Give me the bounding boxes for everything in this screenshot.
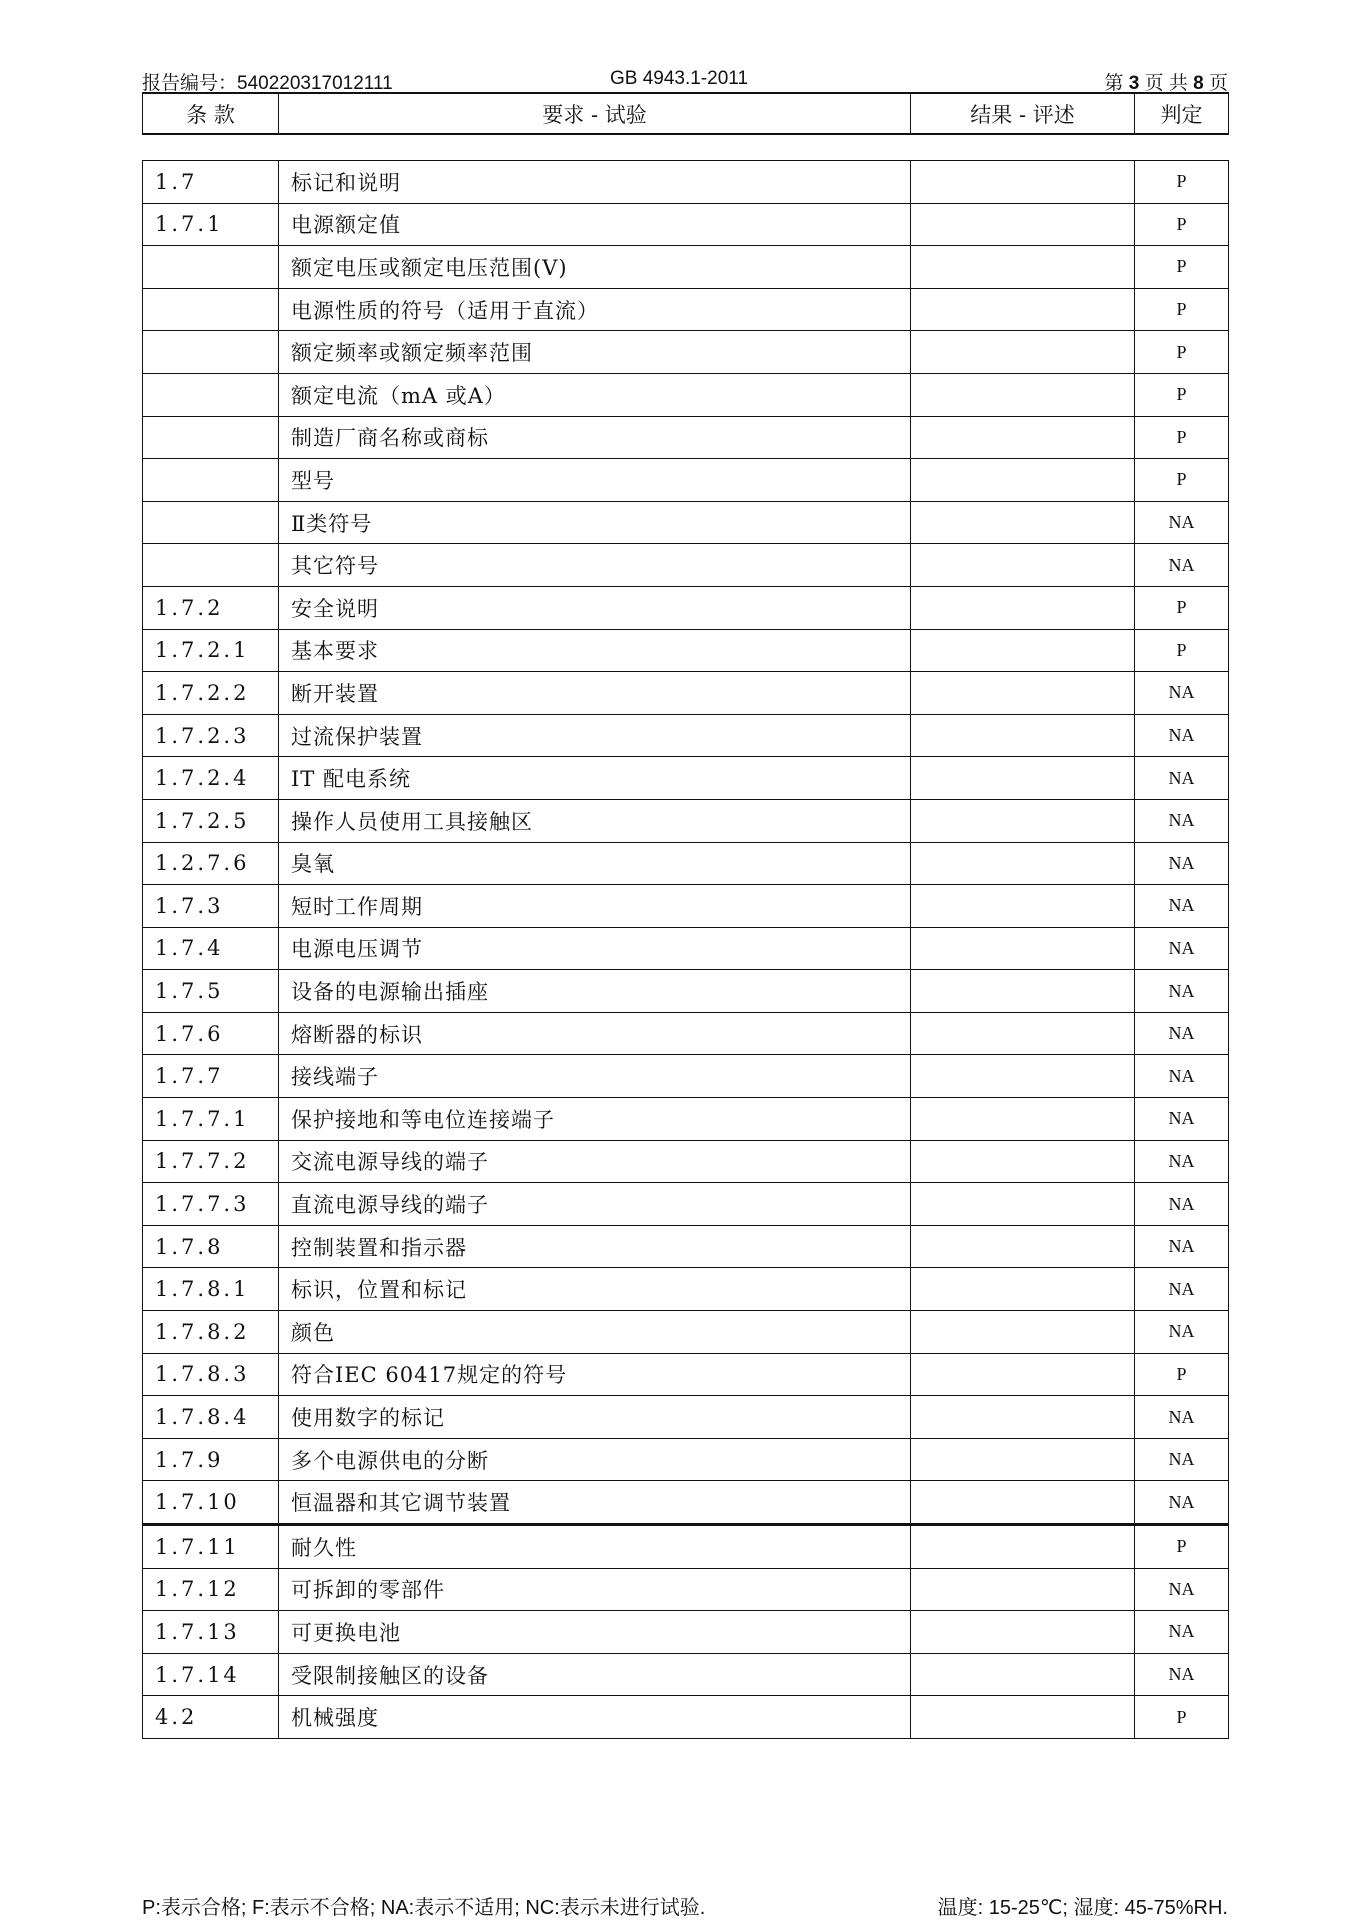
row-result [911,1183,1135,1226]
table-row [143,629,1229,672]
row-requirement: 保护接地和等电位连接端子 [279,1098,911,1141]
table-row [143,799,1229,842]
row-result [911,629,1135,672]
row-requirement: 可更换电池 [279,1611,911,1654]
row-requirement: 过流保护装置 [279,714,911,757]
row-clause: 1.7.12 [143,1568,279,1611]
row-verdict: NA [1135,1438,1229,1481]
row-requirement: 基本要求 [279,629,911,672]
table-row [143,459,1229,502]
row-clause: 1.7.6 [143,1012,279,1055]
row-result [911,1225,1135,1268]
row-verdict: NA [1135,1268,1229,1311]
row-result [911,459,1135,502]
row-requirement: 恒温器和其它调节装置 [279,1481,911,1525]
row-result [911,927,1135,970]
row-clause: 1.7.8.3 [143,1353,279,1396]
table-row [143,1438,1229,1481]
table-row [143,714,1229,757]
table-row [143,288,1229,331]
table-row [143,331,1229,374]
row-clause: 1.7.10 [143,1481,279,1525]
row-verdict: P [1135,1353,1229,1396]
row-requirement: 颜色 [279,1311,911,1354]
page-prefix: 第 [1104,73,1124,94]
table-row [143,373,1229,416]
table-row [143,1098,1229,1141]
row-result [911,842,1135,885]
row-result [911,501,1135,544]
row-result [911,1481,1135,1525]
table-row [143,1311,1229,1354]
row-requirement: 制造厂商名称或商标 [279,416,911,459]
row-verdict: NA [1135,799,1229,842]
row-verdict: NA [1135,1481,1229,1525]
table-row [143,1012,1229,1055]
table-row [143,1225,1229,1268]
row-result [911,714,1135,757]
row-result [911,1568,1135,1611]
row-clause: 1.7.8.2 [143,1311,279,1354]
table-row [143,1268,1229,1311]
row-requirement: 机械强度 [279,1696,911,1739]
row-clause [143,459,279,502]
table-row [143,1611,1229,1654]
row-clause: 1.7.4 [143,927,279,970]
row-verdict: NA [1135,672,1229,715]
row-requirement: 直流电源导线的端子 [279,1183,911,1226]
row-result [911,1438,1135,1481]
table-row [143,757,1229,800]
row-result [911,1696,1135,1739]
page-indicator [1104,68,1228,95]
table-row [143,1396,1229,1439]
row-clause [143,331,279,374]
row-requirement: 设备的电源输出插座 [279,970,911,1013]
row-clause [143,288,279,331]
header-verdict: 判定 [1135,93,1229,134]
row-clause [143,416,279,459]
row-requirement: 型号 [279,459,911,502]
row-clause: 1.7.5 [143,970,279,1013]
table-row [143,842,1229,885]
page-header [142,64,1228,92]
row-verdict: NA [1135,1098,1229,1141]
row-verdict: P [1135,1525,1229,1569]
row-result [911,288,1135,331]
test-results-table [142,160,1229,1739]
row-verdict: P [1135,586,1229,629]
row-result [911,331,1135,374]
row-verdict: NA [1135,714,1229,757]
row-result [911,970,1135,1013]
row-verdict: NA [1135,927,1229,970]
row-verdict: NA [1135,1396,1229,1439]
row-clause: 1.7.2.2 [143,672,279,715]
table-row [143,1568,1229,1611]
row-verdict: NA [1135,544,1229,587]
row-verdict: P [1135,203,1229,246]
row-verdict: NA [1135,1611,1229,1654]
row-result [911,757,1135,800]
row-requirement: 耐久性 [279,1525,911,1569]
row-clause: 1.7.7.2 [143,1140,279,1183]
row-clause: 1.2.7.6 [143,842,279,885]
row-clause [143,544,279,587]
row-verdict: P [1135,629,1229,672]
row-clause: 1.7.9 [143,1438,279,1481]
row-result [911,672,1135,715]
row-requirement: Ⅱ类符号 [279,501,911,544]
row-clause [143,501,279,544]
row-verdict: NA [1135,1568,1229,1611]
row-verdict: NA [1135,1225,1229,1268]
row-result [911,885,1135,928]
row-result [911,1311,1135,1354]
row-result [911,1611,1135,1654]
header-clause: 条 款 [143,93,279,134]
row-requirement: 标记和说明 [279,161,911,204]
table-row [143,161,1229,204]
row-clause: 1.7.1 [143,203,279,246]
verdict-legend: P:表示合格; F:表示不合格; NA:表示不适用; NC:表示未进行试验. [142,1897,706,1919]
row-requirement: 电源性质的符号（适用于直流） [279,288,911,331]
table-row [143,246,1229,289]
row-result [911,373,1135,416]
row-clause: 1.7.8.4 [143,1396,279,1439]
row-result [911,544,1135,587]
table-row [143,1183,1229,1226]
row-requirement: 额定频率或额定频率范围 [279,331,911,374]
row-result [911,161,1135,204]
table-row [143,885,1229,928]
row-verdict: NA [1135,970,1229,1013]
row-clause [143,373,279,416]
table-row [143,672,1229,715]
table-row [143,203,1229,246]
row-verdict: NA [1135,501,1229,544]
row-clause: 1.7.13 [143,1611,279,1654]
row-requirement: 额定电流（mA 或A） [279,373,911,416]
row-verdict: NA [1135,1183,1229,1226]
row-verdict: P [1135,246,1229,289]
row-result [911,1353,1135,1396]
row-requirement: 标识，位置和标记 [279,1268,911,1311]
row-result [911,1012,1135,1055]
page-middle: 页 共 [1144,73,1188,94]
row-requirement: 额定电压或额定电压范围(V) [279,246,911,289]
row-verdict: NA [1135,885,1229,928]
page-total: 8 [1193,73,1204,94]
table-row [143,1525,1229,1569]
table-row [143,586,1229,629]
row-result [911,416,1135,459]
row-requirement: 断开装置 [279,672,911,715]
row-clause: 1.7.2 [143,586,279,629]
table-row [143,1481,1229,1525]
row-verdict: P [1135,288,1229,331]
row-requirement: 短时工作周期 [279,885,911,928]
row-clause: 1.7.7.1 [143,1098,279,1141]
row-verdict: NA [1135,842,1229,885]
row-result [911,1396,1135,1439]
row-requirement: 电源电压调节 [279,927,911,970]
row-clause: 4.2 [143,1696,279,1739]
row-verdict: P [1135,161,1229,204]
standard-number: GB 4943.1-2011 [610,68,749,89]
row-clause: 1.7.7.3 [143,1183,279,1226]
table-row [143,927,1229,970]
table-row [143,970,1229,1013]
report-number: 报告编号：540220317012111 [142,73,393,94]
table-row [143,501,1229,544]
table-row [143,544,1229,587]
test-environment: 温度: 15-25℃; 湿度: 45-75%RH. [937,1897,1228,1919]
row-result [911,586,1135,629]
row-verdict: NA [1135,1055,1229,1098]
row-requirement: 安全说明 [279,586,911,629]
row-requirement: IT 配电系统 [279,757,911,800]
row-requirement: 多个电源供电的分断 [279,1438,911,1481]
row-clause: 1.7.2.5 [143,799,279,842]
header-result: 结果 - 评述 [911,93,1135,134]
row-requirement: 操作人员使用工具接触区 [279,799,911,842]
row-requirement: 臭氧 [279,842,911,885]
page-current: 3 [1128,73,1140,94]
row-verdict: NA [1135,1140,1229,1183]
row-clause: 1.7.3 [143,885,279,928]
row-requirement: 接线端子 [279,1055,911,1098]
page-suffix: 页 [1208,73,1228,94]
row-clause: 1.7.8 [143,1225,279,1268]
row-requirement: 符合IEC 60417规定的符号 [279,1353,911,1396]
row-requirement: 电源额定值 [279,203,911,246]
row-requirement: 熔断器的标识 [279,1012,911,1055]
row-result [911,799,1135,842]
row-clause [143,246,279,289]
row-clause: 1.7.2.1 [143,629,279,672]
row-clause: 1.7.11 [143,1525,279,1569]
row-result [911,1525,1135,1569]
row-clause: 1.7 [143,161,279,204]
row-requirement: 交流电源导线的端子 [279,1140,911,1183]
row-result [911,1653,1135,1696]
row-clause: 1.7.8.1 [143,1268,279,1311]
row-result [911,1268,1135,1311]
row-verdict: P [1135,1696,1229,1739]
table-row [143,416,1229,459]
table-row [143,1140,1229,1183]
row-verdict: NA [1135,1012,1229,1055]
row-requirement: 使用数字的标记 [279,1396,911,1439]
row-requirement: 控制装置和指示器 [279,1225,911,1268]
row-verdict: P [1135,331,1229,374]
row-result [911,246,1135,289]
table-row [143,1055,1229,1098]
table-row [143,1653,1229,1696]
row-requirement: 受限制接触区的设备 [279,1653,911,1696]
table-row [143,1696,1229,1739]
row-clause: 1.7.14 [143,1653,279,1696]
row-result [911,1140,1135,1183]
row-verdict: P [1135,373,1229,416]
row-verdict: NA [1135,1311,1229,1354]
header-requirement: 要求 - 试验 [279,93,911,134]
row-verdict: P [1135,459,1229,502]
row-result [911,203,1135,246]
row-clause: 1.7.2.3 [143,714,279,757]
row-result [911,1055,1135,1098]
row-verdict: NA [1135,757,1229,800]
table-header [142,92,1229,135]
row-clause: 1.7.7 [143,1055,279,1098]
row-verdict: NA [1135,1653,1229,1696]
row-verdict: P [1135,416,1229,459]
row-result [911,1098,1135,1141]
row-clause: 1.7.2.4 [143,757,279,800]
row-requirement: 其它符号 [279,544,911,587]
row-requirement: 可拆卸的零部件 [279,1568,911,1611]
table-row [143,1353,1229,1396]
